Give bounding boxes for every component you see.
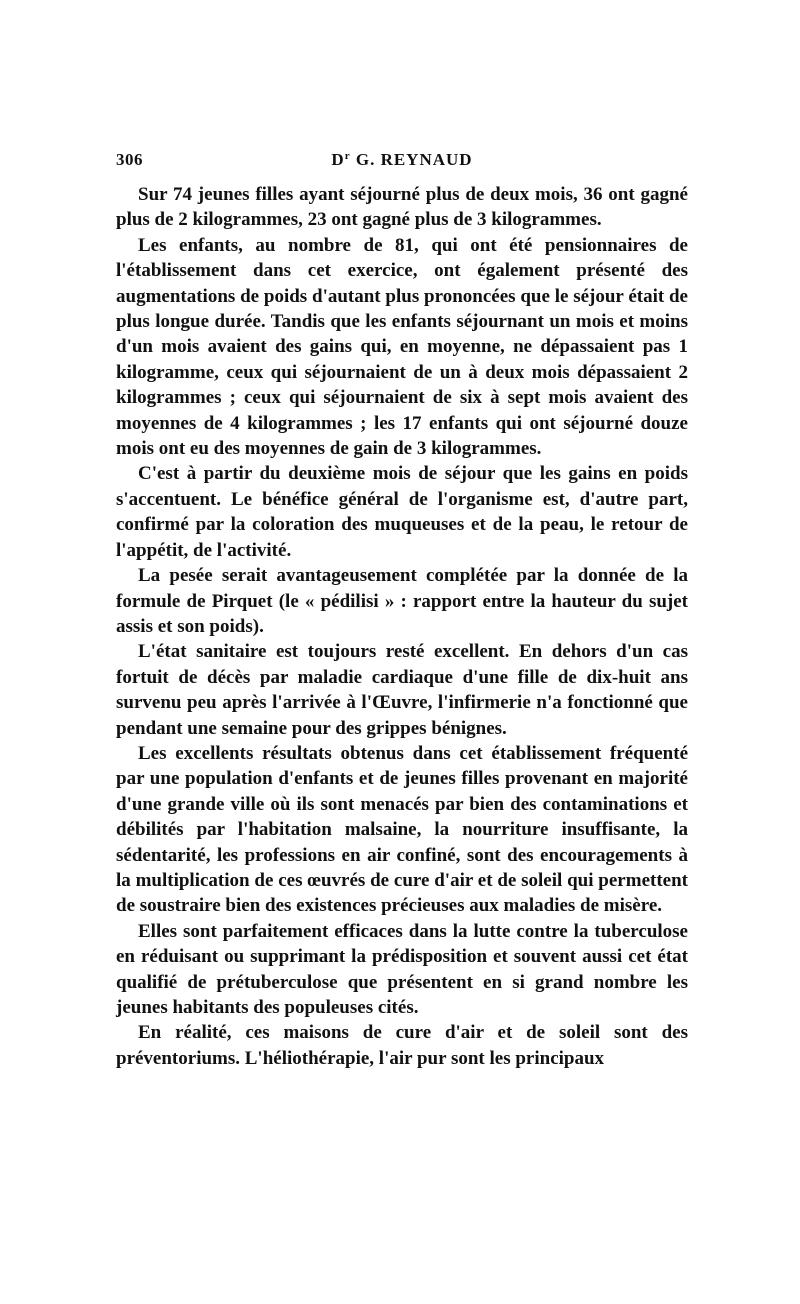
author-prefix: D [331,150,345,169]
author-name: G. REYNAUD [350,150,473,169]
running-head [116,150,688,174]
paragraph: L'état sanitaire est toujours resté excellent. En dehors d'un cas fortuit de décès par maladie cardiaque d'une fille de dix-huit ans survenu peu après l'arrivée à l'Œuvre, l'infirmerie n'a fonctionné que pendant une semaine pour des grippes bénignes. [116,641,688,739]
paragraph: Les enfants, au nombre de 81, qui ont été pensionnaires de l'établissement dans cet exercice, ont également présenté des augmentations de poids d'autant plus prononcées que le séjour était de plus longue durée. Tandis que les enfants séjournant un mois et moins d'un mois avaient des gains qui, en moyenne, ne dépassaient pas 1 kilogramme, ceux qui séjournaient de un à deux mois dépassaient 2 kilogrammes ; ceux qui séjournaient de six à sept mois avaient des moyennes de 4 kilogrammes ; les 17 enfants qui ont séjourné douze mois ont eu des moyennes de gain de 3 kilogrammes. [116,234,688,460]
body-text [116,182,688,1071]
page-number: 306 [116,150,143,169]
paragraph: Les excellents résultats obtenus dans cet établissement fréquenté par une population d'enfants et de jeunes filles provenant en majorité d'une grande ville où ils sont menacés par bien des contaminations et débilités par l'habitation malsaine, la nourriture insuffisante, la sédentarité, les professions en air confiné, sont des encouragements à la multiplication de ces œuvrés de cure d'air et de soleil qui permettent de soustraire bien des existences précieuses aux maladies de misère. [116,742,688,917]
header-author [116,150,688,170]
paragraph: C'est à partir du deuxième mois de séjour que les gains en poids s'accentuent. Le bénéfice général de l'organisme est, d'autre part, confirmé par la coloration des muqueuses et de la peau, le retour de l'appétit, de l'activité. [116,463,688,561]
paragraph: La pesée serait avantageusement complétée par la donnée de la formule de Pirquet (le « pédilisi » : rapport entre la hauteur du sujet assis et son poids). [116,565,688,637]
paragraph: Sur 74 jeunes filles ayant séjourné plus de deux mois, 36 ont gagné plus de 2 kilogrammes, 23 ont gagné plus de 3 kilogrammes. [116,184,688,231]
book-page [116,150,688,1071]
paragraph: Elles sont parfaitement efficaces dans la lutte contre la tuberculose en réduisant ou supprimant la prédisposition et souvent aussi cet état qualifié de prétuberculose que présentent en si grand nombre les jeunes habitants des populeuses cités. [116,920,688,1018]
author-sup: r [344,150,351,162]
paragraph: En réalité, ces maisons de cure d'air et de soleil sont des préventoriums. L'héliothérapie, l'air pur sont les principaux [116,1022,688,1069]
